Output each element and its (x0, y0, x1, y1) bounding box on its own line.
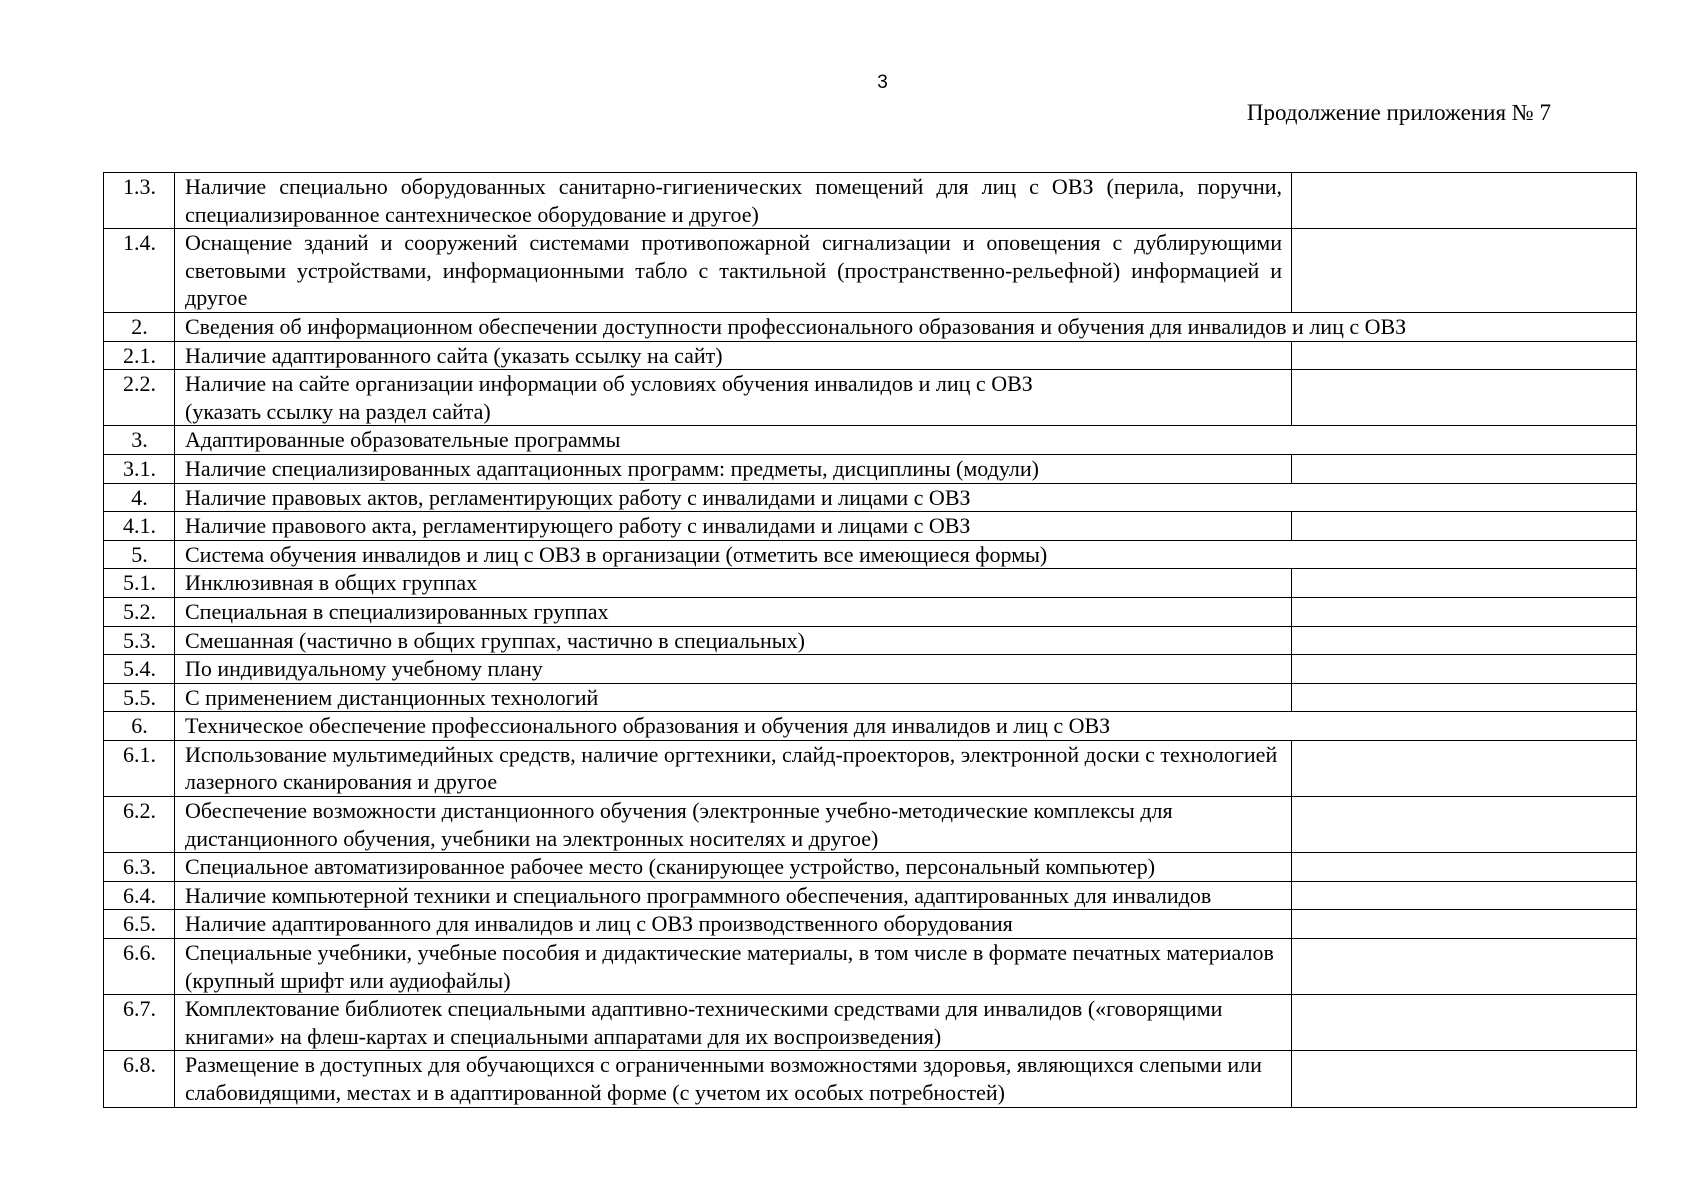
row-text: Инклюзивная в общих группах (175, 569, 1292, 598)
row-text: Наличие правовых актов, регламентирующих работу с инвалидами и лицами с ОВЗ (175, 483, 1637, 512)
row-number: 5.2. (104, 597, 175, 626)
table-row (104, 910, 1637, 939)
row-number: 6.3. (104, 853, 175, 882)
section-row (104, 712, 1637, 741)
table-row (104, 881, 1637, 910)
table-row (104, 454, 1637, 483)
row-number: 4.1. (104, 512, 175, 541)
row-text: По индивидуальному учебному плану (175, 655, 1292, 684)
row-text: Специальная в специализированных группах (175, 597, 1292, 626)
answer-cell (1292, 995, 1637, 1051)
row-number: 4. (104, 483, 175, 512)
row-text: Специальное автоматизированное рабочее место (сканирующее устройство, персональный компьютер) (175, 853, 1292, 882)
page-number: 3 (877, 72, 888, 93)
table-row (104, 683, 1637, 712)
answer-cell (1292, 853, 1637, 882)
table-row (104, 655, 1637, 684)
answer-cell (1292, 1051, 1637, 1107)
table-row (104, 939, 1637, 995)
answer-cell (1292, 683, 1637, 712)
row-number: 1.4. (104, 229, 175, 313)
row-text: Наличие правового акта, регламентирующего работу с инвалидами и лицами с ОВЗ (175, 512, 1292, 541)
row-number: 6.5. (104, 910, 175, 939)
row-number: 5. (104, 540, 175, 569)
table-row (104, 797, 1637, 853)
section-row (104, 540, 1637, 569)
answer-cell (1292, 910, 1637, 939)
row-number: 2.2. (104, 370, 175, 426)
row-number: 6.7. (104, 995, 175, 1051)
answer-cell (1292, 173, 1637, 229)
row-number: 6.2. (104, 797, 175, 853)
row-number: 2. (104, 312, 175, 341)
answer-cell (1292, 939, 1637, 995)
answer-cell (1292, 626, 1637, 655)
table-row (104, 1051, 1637, 1107)
row-text: С применением дистанционных технологий (175, 683, 1292, 712)
row-text: Обеспечение возможности дистанционного обучения (электронные учебно-методические комплексы для дистанционного обучения, учебники на электронных носителях и другое) (175, 797, 1292, 853)
row-text: Наличие компьютерной техники и специального программного обеспечения, адаптированных для инвалидов (175, 881, 1292, 910)
row-text: Комплектование библиотек специальными адаптивно-техническими средствами для инвалидов («говорящими книгами» на флеш-картах и специальными аппаратами для их воспроизведения) (175, 995, 1292, 1051)
table-row (104, 569, 1637, 598)
row-text: Адаптированные образовательные программы (175, 426, 1637, 455)
table-row (104, 370, 1637, 426)
answer-cell (1292, 370, 1637, 426)
row-text: Оснащение зданий и сооружений системами противопожарной сигнализации и оповещения с дублирующими световыми устройствами, информационными табло с тактильной (пространственно-рельефной) информацией и другое (175, 229, 1292, 313)
section-row (104, 312, 1637, 341)
table-row (104, 341, 1637, 370)
appendix-caption: Продолжение приложения № 7 (1246, 100, 1551, 125)
section-row (104, 483, 1637, 512)
row-number: 5.5. (104, 683, 175, 712)
row-text: Наличие на сайте организации информации об условиях обучения инвалидов и лиц с ОВЗ (указать ссылку на раздел сайта) (175, 370, 1292, 426)
row-number: 6.8. (104, 1051, 175, 1107)
answer-cell (1292, 740, 1637, 796)
table-row (104, 597, 1637, 626)
row-text: Размещение в доступных для обучающихся с ограниченными возможностями здоровья, являющихся слепыми или слабовидящими, местах и в адаптированной форме (с учетом их особых потребностей) (175, 1051, 1292, 1107)
row-number: 5.1. (104, 569, 175, 598)
row-text: Смешанная (частично в общих группах, частично в специальных) (175, 626, 1292, 655)
row-number: 1.3. (104, 173, 175, 229)
row-number: 6.4. (104, 881, 175, 910)
row-number: 3.1. (104, 454, 175, 483)
answer-cell (1292, 341, 1637, 370)
answer-cell (1292, 655, 1637, 684)
row-text: Использование мультимедийных средств, наличие оргтехники, слайд-проекторов, электронной доски с технологией лазерного сканирования и другое (175, 740, 1292, 796)
table-row (104, 173, 1637, 229)
answer-cell (1292, 597, 1637, 626)
row-text: Наличие специально оборудованных санитарно-гигиенических помещений для лиц с ОВЗ (перила, поручни, специализированное сантехническое оборудование и другое) (175, 173, 1292, 229)
row-text: Наличие адаптированного сайта (указать ссылку на сайт) (175, 341, 1292, 370)
table-row (104, 995, 1637, 1051)
row-number: 2.1. (104, 341, 175, 370)
row-number: 5.4. (104, 655, 175, 684)
row-text: Сведения об информационном обеспечении доступности профессионального образования и обучения для инвалидов и лиц с ОВЗ (175, 312, 1637, 341)
row-text: Система обучения инвалидов и лиц с ОВЗ в организации (отметить все имеющиеся формы) (175, 540, 1637, 569)
row-text: Техническое обеспечение профессионального образования и обучения для инвалидов и лиц с ОВЗ (175, 712, 1637, 741)
row-number: 6.6. (104, 939, 175, 995)
table-body (104, 173, 1637, 1108)
table-row (104, 853, 1637, 882)
table-row (104, 229, 1637, 313)
section-row (104, 426, 1637, 455)
accessibility-table (103, 172, 1637, 1108)
table-row (104, 512, 1637, 541)
answer-cell (1292, 229, 1637, 313)
answer-cell (1292, 569, 1637, 598)
answer-cell (1292, 797, 1637, 853)
row-text: Специальные учебники, учебные пособия и дидактические материалы, в том числе в формате печатных материалов (крупный шрифт или аудиофайлы) (175, 939, 1292, 995)
table-row (104, 626, 1637, 655)
row-number: 6.1. (104, 740, 175, 796)
row-number: 5.3. (104, 626, 175, 655)
answer-cell (1292, 881, 1637, 910)
answer-cell (1292, 454, 1637, 483)
table-row (104, 740, 1637, 796)
row-text: Наличие адаптированного для инвалидов и лиц с ОВЗ производственного оборудования (175, 910, 1292, 939)
row-number: 6. (104, 712, 175, 741)
answer-cell (1292, 512, 1637, 541)
row-text: Наличие специализированных адаптационных программ: предметы, дисциплины (модули) (175, 454, 1292, 483)
row-number: 3. (104, 426, 175, 455)
